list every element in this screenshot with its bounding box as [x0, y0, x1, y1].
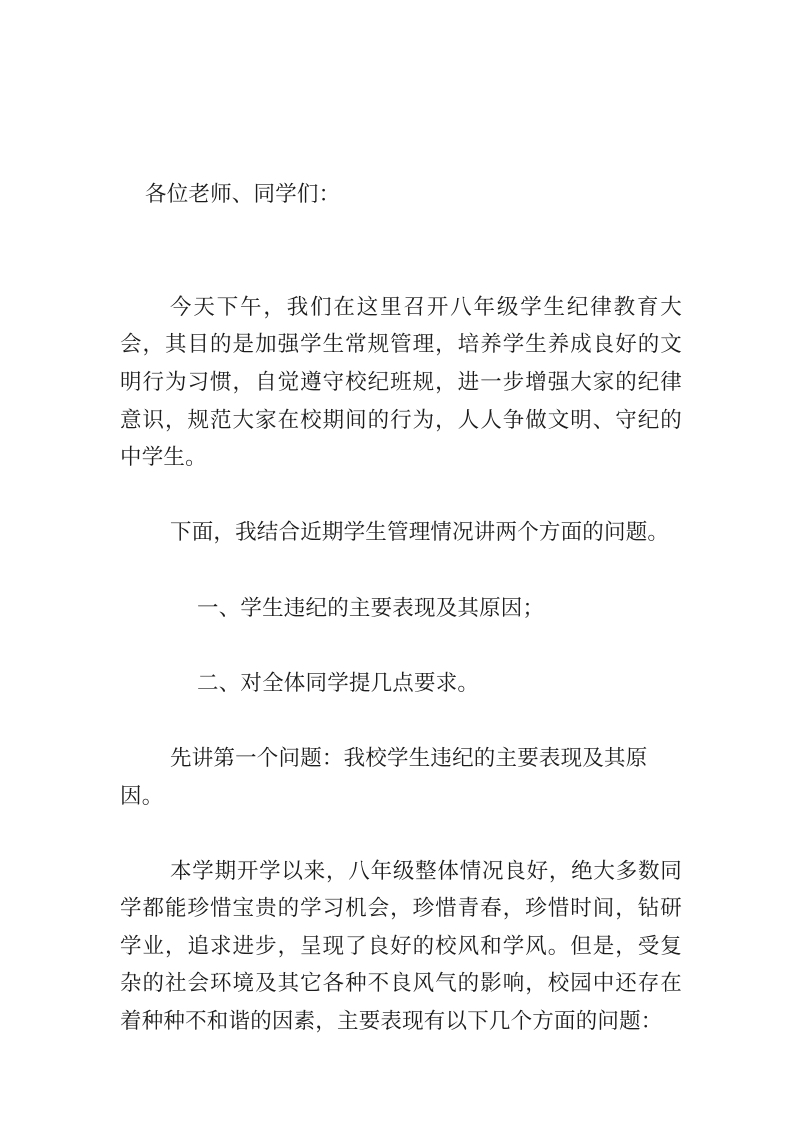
block-spacer	[120, 702, 682, 740]
paragraph-first-topic-heading: 先讲第一个问题：我校学生违纪的主要表现及其原因。	[120, 745, 648, 809]
block-spacer	[120, 477, 682, 515]
block-spacer	[120, 815, 682, 853]
paragraph-meeting-purpose: 今天下午，我们在这里召开八年级学生纪律教育大会，其目的是加强学生常规管理，培养学生养成良好的文明行为习惯，自觉遵守校纪班规，进一步增强大家的纪律意识，规范大家在校期间的行为，人人争做文明、守纪的中学生。	[120, 294, 682, 471]
salutation-line: 各位老师、同学们：	[145, 182, 341, 207]
paragraph-semester-overview: 本学期开学以来，八年级整体情况良好，绝大多数同学都能珍惜宝贵的学习机会，珍惜青春，珍惜时间，钻研学业，追求进步，呈现了良好的校风和学风。但是，受复杂的社会环境及其它各种不良风气的影响，校园中还存在着种种不和谐的因素，主要表现有以下几个方面的问题：	[120, 858, 682, 1035]
document-text-body	[120, 176, 682, 1041]
list-item-topic-two: 二、对全体同学提几点要求。	[197, 670, 480, 696]
block-spacer	[120, 627, 682, 665]
paragraph-two-topics-intro: 下面，我结合近期学生管理情况讲两个方面的问题。	[170, 520, 670, 546]
block-spacer	[120, 214, 682, 289]
block-spacer	[120, 552, 682, 590]
list-item-topic-one: 一、学生违纪的主要表现及其原因；	[197, 595, 545, 621]
